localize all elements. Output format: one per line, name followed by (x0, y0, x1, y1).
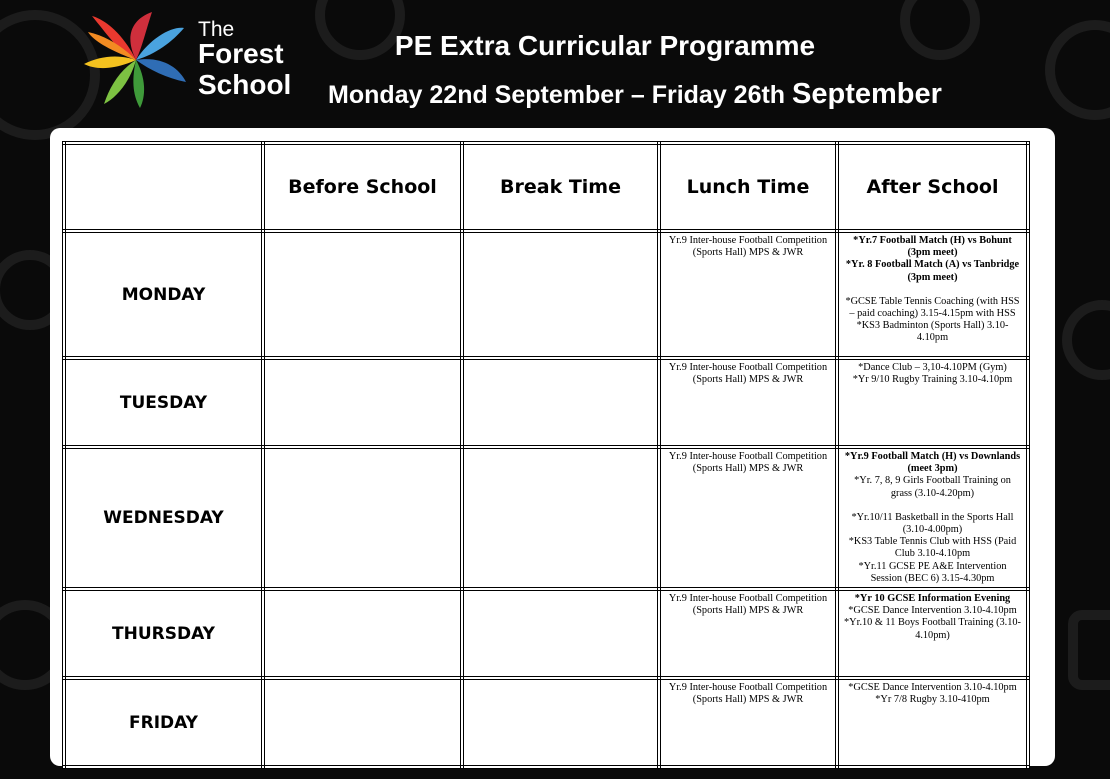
logo-text-name (198, 38, 291, 100)
lunch-time-cell: Yr.9 Inter-house Football Competition (Sports Hall) MPS & JWR (659, 231, 837, 358)
activity-item: *Yr.10/11 Basketball in the Sports Hall (3.10-4.00pm) (851, 511, 1014, 536)
background-ball-icon (900, 0, 980, 60)
activity-item: *Yr.7 Football Match (H) vs Bohunt (3pm meet) (853, 235, 1012, 259)
break-time-cell (462, 231, 659, 358)
lunch-time-cell: Yr.9 Inter-house Football Competition (Sports Hall) MPS & JWR (659, 589, 837, 678)
break-time-cell (462, 447, 659, 589)
logo-text-the: The (198, 18, 235, 41)
activity-item: *KS3 Table Tennis Club with HSS (Paid Club 3.10-4.10pm (848, 536, 1017, 560)
activity-item: *Dance Club – 3,10-4.10PM (Gym) (858, 362, 1007, 373)
background-ball-icon (1062, 300, 1110, 380)
lunch-time-cell: Yr.9 Inter-house Football Competition (Sports Hall) MPS & JWR (659, 358, 837, 447)
activity-item: *Yr.10 & 11 Boys Football Training (3.10-4.10pm) (844, 617, 1021, 641)
day-label: FRIDAY (64, 678, 263, 767)
before-school-cell (263, 358, 462, 447)
day-label: THURSDAY (64, 589, 263, 678)
before-school-cell (263, 678, 462, 767)
activity-spacer (843, 284, 1022, 296)
lunch-time-cell: Yr.9 Inter-house Football Competition (Sports Hall) MPS & JWR (659, 678, 837, 767)
background-kettlebell-icon (1068, 610, 1110, 690)
page-title: PE Extra Curricular Programme (394, 30, 816, 61)
lunch-time-cell: Yr.9 Inter-house Football Competition (Sports Hall) MPS & JWR (659, 447, 837, 589)
before-school-cell (263, 589, 462, 678)
table-row (64, 358, 1028, 447)
logo-line-1: Forest (198, 38, 284, 69)
logo-line-2: School (198, 69, 292, 100)
subtitle-month: September (792, 78, 942, 110)
break-time-cell (462, 678, 659, 767)
activity-spacer (843, 500, 1022, 512)
after-school-cell (837, 358, 1028, 447)
table-row (64, 231, 1028, 358)
header-cell-blank (64, 143, 263, 231)
day-label: WEDNESDAY (64, 447, 263, 589)
header-cell-after-school: After School (837, 143, 1028, 231)
header-row (64, 143, 1028, 231)
activity-item: *Yr. 7, 8, 9 Girls Football Training on grass (3.10-4.20pm) (854, 475, 1011, 499)
day-label: TUESDAY (64, 358, 263, 447)
header-cell-lunch-time: Lunch Time (659, 143, 837, 231)
before-school-cell (263, 231, 462, 358)
before-school-cell (263, 447, 462, 589)
activity-item: *Yr. 8 Football Match (A) vs Tanbridge (3pm meet) (845, 259, 1020, 283)
activity-item: *Yr 7/8 Rugby 3.10-410pm (875, 694, 990, 706)
activity-item: *GCSE Table Tennis Coaching (with HSS – paid coaching) 3.15-4.15pm with HSS (845, 295, 1020, 320)
break-time-cell (462, 589, 659, 678)
header-cell-before-school: Before School (263, 143, 462, 231)
table-row (64, 447, 1028, 589)
activity-item: *GCSE Dance Intervention 3.10-4.10pm (848, 605, 1017, 617)
activity-item: *Yr 9/10 Rugby Training 3.10-4.10pm (852, 374, 1013, 386)
subtitle-date-range: Monday 22nd September – Friday 26th (328, 81, 786, 109)
break-time-cell (462, 358, 659, 447)
school-logo (80, 8, 310, 112)
activity-item: *Yr.11 GCSE PE A&E Intervention Session (BEC 6) 3.15-4.30pm (858, 560, 1007, 584)
activity-item: *Yr.9 Football Match (H) vs Downlands (meet 3pm) (844, 451, 1021, 475)
after-school-cell (837, 589, 1028, 678)
activity-item: *KS3 Badminton (Sports Hall) 3.10-4.10pm (856, 320, 1009, 344)
page-subtitle (328, 78, 942, 111)
after-school-cell (837, 447, 1028, 589)
after-school-cell (837, 678, 1028, 767)
pinwheel-logo-icon (80, 8, 192, 112)
schedule-table (62, 141, 1030, 769)
after-school-cell (837, 231, 1028, 358)
activity-item: *Yr 10 GCSE Information Evening (854, 593, 1011, 605)
table-row (64, 589, 1028, 678)
day-label: MONDAY (64, 231, 263, 358)
table-row (64, 678, 1028, 767)
header-cell-break-time: Break Time (462, 143, 659, 231)
activity-item: *GCSE Dance Intervention 3.10-4.10pm (848, 682, 1017, 694)
background-ball-icon (1045, 20, 1110, 120)
